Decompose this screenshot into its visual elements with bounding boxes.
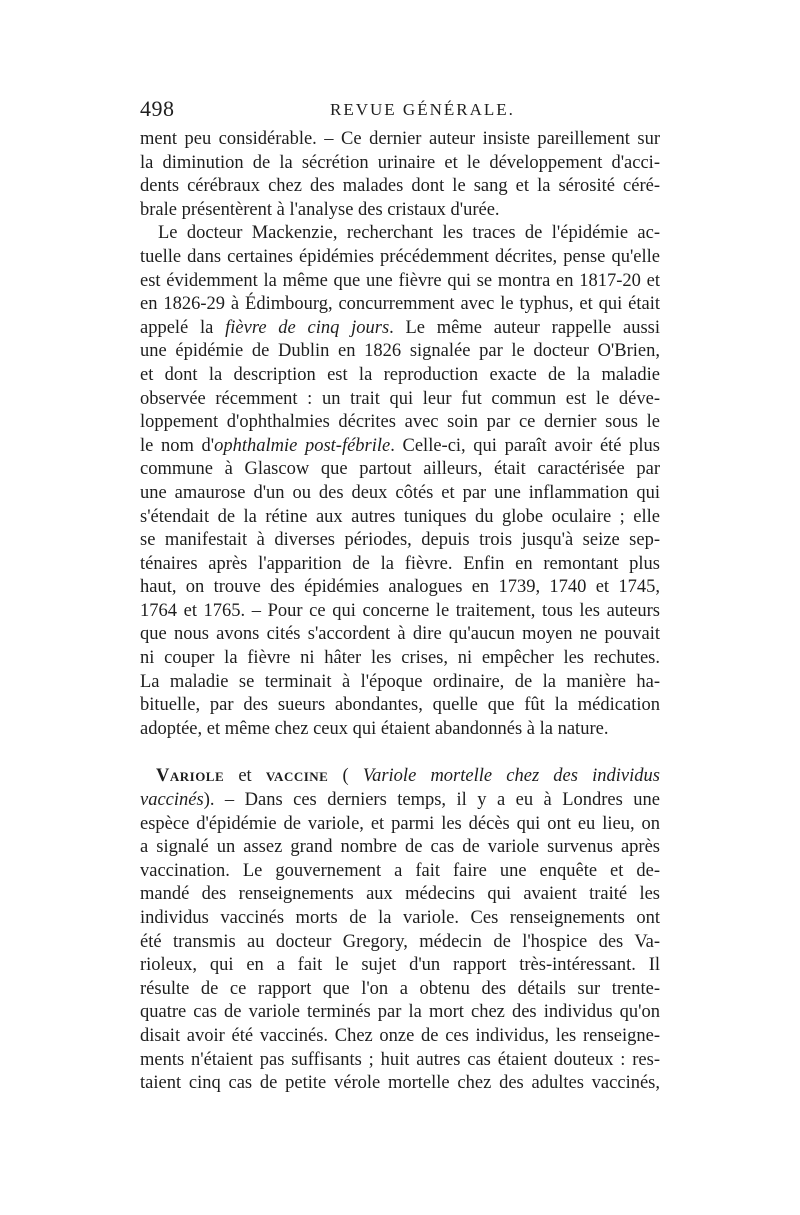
text-run: . Le même auteur rappelle aussi [389,317,661,338]
text-line: que nous avons cités s'accordent à dire qu'aucun moyen ne pouvait [140,624,660,645]
section-heading-line [140,765,660,789]
text-line: commune à Glascow que partout ailleurs, était caractérisée par [140,459,660,480]
text-run: appelé la [140,317,226,338]
text-line: ments n'étaient pas suffisants ; huit autres cas étaient douteux : res- [140,1049,660,1070]
italic-phrase: Variole mortelle chez des individus [362,766,660,787]
text-line: une amaurose d'un ou des deux côtés et par une inflammation qui [140,482,660,503]
text-line: La maladie se terminait à l'époque ordinaire, de la manière ha- [140,671,660,692]
text-line: la diminution de la sécrétion urinaire et le développement d'acci- [140,152,660,173]
body-text [140,128,660,1096]
text-line: taient cinq cas de petite vérole mortelle chez des adultes vaccinés, [140,1073,660,1094]
text-line: et dont la description est la reproduction exacte de la maladie [140,364,660,385]
text-line [140,789,660,813]
text-line: résulte de ce rapport que l'on a obtenu des détails sur trente- [140,978,660,999]
page-number: 498 [140,96,175,121]
text-line: s'étendait de la rétine aux autres tuniques du globe oculaire ; elle [140,506,660,527]
text-line: bituelle, par des sueurs abondantes, quelle que fût la médication [140,695,660,716]
text-line: ténaires après l'apparition de la fièvre. Enfin en remontant plus [140,553,660,574]
text-line [140,317,660,341]
text-line: a signalé un assez grand nombre de cas de variole survenus après [140,837,660,858]
text-line: dents cérébraux chez des malades dont le sang et la sérosité céré- [140,176,660,197]
text-run: . Celle-ci, qui paraît avoir été plus [390,435,660,456]
text-line: en 1826-29 à Édimbourg, concurremment avec le typhus, et qui était [140,294,660,315]
text-line: adoptée, et même chez ceux qui étaient abandonnés à la nature. [140,718,609,739]
running-head: REVUE GÉNÉRALE. [330,100,515,119]
text-line: ni couper la fièvre ni hâter les crises, ni empêcher les rechutes. [140,648,660,669]
section-term: Variole [156,766,225,787]
page-header [140,96,660,124]
text-run: le nom d' [140,435,215,456]
text-line: quatre cas de variole terminés par la mort chez des individus qu'on [140,1002,660,1023]
italic-phrase: fièvre de cinq jours [225,317,390,338]
text-line: vaccination. Le gouvernement a fait faire une enquête et de- [140,860,660,881]
italic-phrase: vaccinés [140,790,204,811]
text-line [140,435,660,459]
text-line: est évidemment la même que une fièvre qui se montra en 1817-20 et [140,270,660,291]
section-term: vaccine [265,766,329,787]
paragraph-gap [140,741,660,765]
text-line: haut, on trouve des épidémies analogues en 1739, 1740 et 1745, [140,577,660,598]
text-run: ). – Dans ces derniers temps, il y a eu à Londres une [203,790,660,811]
text-line: été transmis au docteur Gregory, médecin de l'hospice des Va- [140,931,660,952]
text-line: espèce d'épidémie de variole, et parmi les décès qui ont eu lieu, on [140,813,660,834]
text-line: ment peu considérable. – Ce dernier auteur insiste pareillement sur [140,129,660,149]
text-line: observée récemment : un trait qui leur fut commun est le déve- [140,388,660,409]
text-line: brale présentèrent à l'analyse des cristaux d'urée. [140,199,500,220]
text-line: une épidémie de Dublin en 1826 signalée par le docteur O'Brien, [140,341,660,362]
text-run: ( [328,766,363,787]
text-line: rioleux, qui en a fait le sujet d'un rapport très-intéressant. Il [140,955,660,976]
text-line: individus vaccinés morts de la variole. Ces renseignements ont [140,908,660,928]
text-run: et [224,766,266,787]
text-line: mandé des renseignements aux médecins qui avaient traité les [140,884,660,905]
text-line: disait avoir été vaccinés. Chez onze de ces individus, les renseigne- [140,1025,660,1046]
text-line: se manifestait à diverses périodes, depuis trois jusqu'à seize sep- [140,530,660,551]
text-line: 1764 et 1765. – Pour ce qui concerne le traitement, tous les auteurs [140,600,660,621]
text-line: loppement d'ophthalmies décrites avec soin par ce dernier sous le [140,412,660,433]
text-line: tuelle dans certaines épidémies précédemment décrites, pense qu'elle [140,246,660,267]
italic-phrase: ophthalmie post-fébrile [214,435,391,456]
text-line: Le docteur Mackenzie, recherchant les traces de l'épidémie ac- [158,223,660,244]
